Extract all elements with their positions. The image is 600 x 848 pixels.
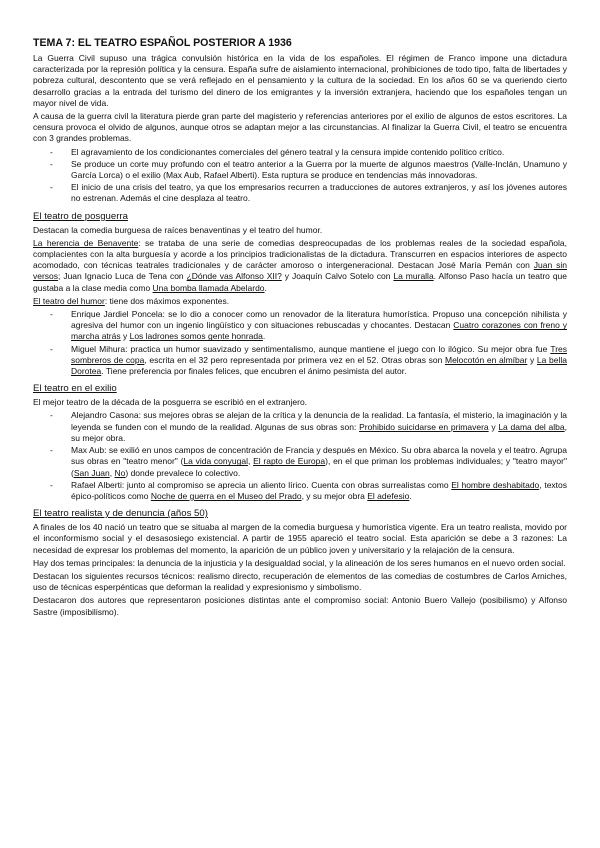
- work-title: Prohibido suicidarse en primavera: [359, 421, 489, 432]
- text-span: .: [262, 331, 266, 342]
- document-title: TEMA 7: EL TEATRO ESPAÑOL POSTERIOR A 1936: [33, 37, 292, 49]
- text-span: Miguel Mihura: practica un humor suavizado y sentimentalismo, aunque mantiene el juego con lo ilógico. Su mejor obra fue: [71, 343, 551, 354]
- text-span: y: [120, 331, 130, 342]
- list-item-alberti: [33, 480, 567, 502]
- work-title: El hombre deshabitado: [451, 479, 540, 490]
- humor-paragraph: [33, 296, 567, 307]
- work-title: Juan sin versos: [33, 260, 567, 282]
- section-heading-realista: El teatro realista y de denuncia (años 50): [33, 508, 208, 520]
- work-title: Una bomba llamada Abelardo: [152, 282, 265, 293]
- list-item: - El inicio de una crisis del teatro, ya que los empresarios recurren a traducciones de autores extranjeros, y así los jóvenes autores no estrenan. Además el cine desplaza al teatro.: [33, 182, 567, 204]
- work-title: El rapto de Europa: [253, 456, 326, 467]
- benavente-paragraph: [33, 238, 567, 294]
- work-title: La dama del alba: [498, 421, 565, 432]
- work-title: San Juan: [73, 467, 110, 478]
- text-span: y Joaquín Calvo Sotelo con: [281, 271, 394, 282]
- text-span: ,: [109, 467, 115, 478]
- list-item-jardiel: [33, 309, 567, 343]
- text-span: , textos épico-políticos como: [71, 479, 568, 501]
- work-title: Melocotón en almíbar: [444, 354, 528, 365]
- benavente-label: La herencia de Benavente: [33, 237, 139, 248]
- text-span: . Tiene preferencia por finales felices, que encubren el ánimo pesimista del autor.: [101, 366, 407, 377]
- text-span: .: [264, 282, 267, 293]
- text-span: , su mejor obra.: [71, 421, 567, 443]
- text-span: Rafael Alberti: junto al compromiso se aprecia un aliento lírico. Cuenta con obras surrealistas como: [71, 479, 452, 490]
- work-title: Cuatro corazones con freno y marcha atrás: [71, 320, 567, 342]
- work-title: Noche de guerra en el Museo del Prado: [150, 490, 302, 501]
- section-heading-exilio: El teatro en el exilio: [33, 383, 117, 395]
- work-title: ¿Dónde vas Alfonso XII?: [186, 271, 282, 282]
- exilio-intro: El mejor teatro de la década de la posguerra se escribió en el extranjero.: [33, 397, 308, 408]
- realista-paragraph-2: Hay dos temas principales: la denuncia de la injusticia y la desigualdad social, y la alineación de los seres humanos en el nuevo orden social.: [33, 557, 566, 568]
- list-item-mihura: [33, 344, 567, 378]
- text-span: ; Juan Ignacio Luca de Tena con: [58, 271, 187, 282]
- problems-list: [33, 147, 567, 205]
- text-span: , escrita en el 32 pero representada por primera vez en el 52. Otras obras son: [144, 354, 445, 365]
- list-item-casona: [33, 410, 567, 444]
- text-span: ,: [247, 456, 254, 467]
- list-item-aub: [33, 445, 567, 479]
- list-item: - El agravamiento de los condicionantes comerciales del género teatral y la censura impide contenido político crítico.: [33, 147, 567, 158]
- intro-paragraph-1: La Guerra Civil supuso una trágica convulsión histórica en la vida de los españoles. El régimen de Franco impone una dictadura caracterizada por la represión política y la censura. España sufre de aislamiento internacional, prohibiciones de todo tipo, falta de libertades y pobreza cultural, descontento que se verá reflejado en el pensamiento y la cultura de la sociedad. En los años 60 se va queriendo cierto desarrollo gracias a la entrada del turismo del dinero de los emigrantes y la inversión extranjera, haciendo que los españoles tengan un mayor nivel de vida.: [33, 53, 567, 108]
- realista-paragraph-4: Destacaron dos autores que representaron posiciones distintas ante el compromiso social: Antonio Buero Vallejo (posibilismo) y Alfonso Sastre (imposibilismo).: [33, 595, 567, 617]
- work-title: Los ladrones somos gente honrada: [129, 331, 263, 342]
- work-title: Tres sombreros de copa: [71, 343, 567, 365]
- text-span: . Alfonso Paso hacía un teatro que gustaba a la clase media como: [33, 271, 567, 293]
- text-span: y: [527, 354, 537, 365]
- text-span: , y su mejor obra: [301, 490, 368, 501]
- posguerra-intro: Destacan la comedia burguesa de raíces benaventinas y el teatro del humor.: [33, 224, 323, 235]
- humor-label: El teatro del humor: [33, 295, 105, 306]
- realista-paragraph-3: Destacan los siguientes recursos técnicos: realismo directo, recuperación de elementos de las comedias de costumbres de Carlos Arniches, uso de técnicas esperpénticas que deforman la realidad y expresionismo y simbolismo.: [33, 570, 567, 593]
- text-span: .: [409, 490, 412, 501]
- exilio-authors-list: [33, 410, 567, 502]
- work-title: La vida conyugal: [183, 456, 248, 467]
- text-span: : tiene dos máximos exponentes.: [104, 295, 230, 306]
- text-span: Max Aub: se exilió en unos campos de concentración de Francia y después en México. Su obra abarca la novela y el teatro. Agrupa sus obras en "teatro menor" (: [71, 445, 567, 467]
- realista-paragraph-1: A finales de los 40 nació un teatro que se situaba al margen de la comedia burguesa y humorística vigente. Era un teatro realista, movido por el inconformismo social y el desasosiego existencial. A partir de 1955 apareció el teatro social. Esta aparición se debe a 3 razones: La necesidad de expresar los problemas del momento, la aparición de un público joven y universitario y la relajación de la censura.: [33, 522, 567, 555]
- text-span: y: [488, 421, 499, 432]
- work-title: La muralla: [393, 271, 434, 282]
- work-title: El adefesio: [367, 490, 410, 501]
- list-item: - Se produce un corte muy profundo con el teatro anterior a la Guerra por la muerte de algunos maestros (Valle-Inclán, Unamuno y García Lorca) o el exilio (Max Aub, Rafael Alberti). Esta ruptura se produce en tendencias más innovadoras.: [33, 159, 567, 181]
- text-span: Alejandro Casona: sus mejores obras se alejan de la crítica y la denuncia de la realidad. La fantasía, el misterio, la imaginación y la leyenda se funden con el mundo de la realidad. Algunas de sus obras son:: [71, 410, 567, 432]
- text-span: ), en el que priman los problemas individuales; y "teatro mayor" (: [71, 456, 567, 478]
- text-span: : se trataba de una serie de comedias despreocupadas de los problemas reales de la sociedad española, complacientes con la alta burguesía y acorde a los principios tradicionalistas de la dictadura. Transcurren en espacios interiores de aspecto acomodado, con técnicas teatrales tradicionales y de carácter amoroso o intergeneracional. Destacan José María Pemán con: [33, 237, 567, 271]
- work-title: La bella Dorotea: [71, 354, 567, 377]
- humor-authors-list: [33, 309, 567, 377]
- work-title: No: [114, 467, 126, 478]
- intro-paragraph-2: A causa de la guerra civil la literatura pierde gran parte del magisterio y referencias anteriores por el exilio de algunos de estos escritores. La censura provoca el olvido de algunos, aunque otros se adaptan mejor a las circunstancias. Al finalizar la Guerra Civil, el teatro se encuentra con 3 grandes problemas.: [33, 111, 567, 144]
- text-span: ) donde prevalece lo colectivo.: [125, 467, 241, 478]
- text-span: Enrique Jardiel Poncela: se lo dio a conocer como un renovador de la literatura humorística. Propuso una concepción nihilista y agresiva del humor con un ingenio lingüístico y con situaciones rebuscadas y chocantes. Destacan: [71, 309, 567, 331]
- section-heading-posguerra: El teatro de posguerra: [33, 210, 128, 222]
